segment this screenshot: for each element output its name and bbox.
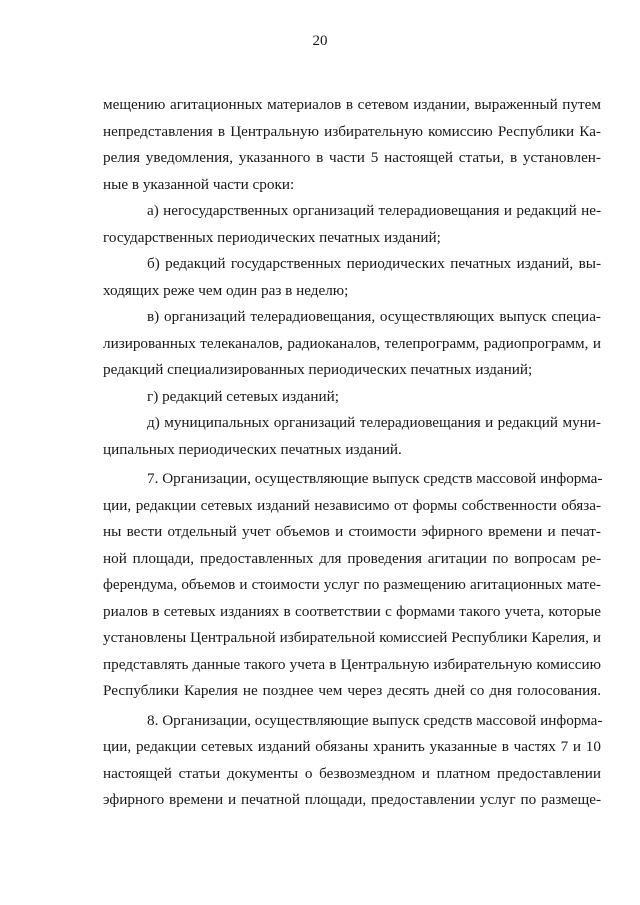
text-line: б) редакций государственных периодических печатных изданий, вы-	[147, 255, 601, 272]
text-line: установлены Центральной избирательной комиссией Республики Карелия, и	[103, 629, 601, 646]
page-number: 20	[312, 33, 328, 49]
text-line: ные в указанной части сроки:	[103, 175, 295, 193]
text-line: государственных периодических печатных изданий;	[103, 228, 441, 246]
text-line: д) муниципальных организаций телерадиовещания и редакций муни-	[147, 414, 601, 431]
text-line: Республики Карелия не позднее чем через десять дней со дня голосования.	[103, 682, 601, 699]
text-line: ципальных периодических печатных изданий.	[103, 440, 402, 458]
text-line: непредставления в Центральную избирательную комиссию Республики Ка-	[103, 122, 601, 140]
text-line: настоящей статьи документы о безвозмездном и платном предоставлении	[103, 764, 601, 782]
text-line: ции, редакции сетевых изданий обязаны хранить указанные в частях 7 и 10	[103, 738, 601, 755]
text-line: эфирного времени и печатной площади, предоставлении услуг по размеще-	[103, 791, 601, 808]
text-line: 8. Организации, осуществляющие выпуск средств массовой информа-	[147, 711, 603, 729]
text-line: лизированных телеканалов, радиоканалов, телепрограмм, радиопрограмм, и	[103, 334, 601, 352]
text-line: а) негосударственных организаций телерадиовещания и редакций не-	[147, 202, 601, 219]
text-line: риалов в сетевых изданиях в соответствии с формами такого учета, которые	[103, 602, 601, 620]
text-line: ферендума, объемов и стоимости услуг по размещению агитационных мате-	[103, 576, 601, 593]
text-line: г) редакций сетевых изданий;	[147, 387, 339, 405]
text-line: 7. Организации, осуществляющие выпуск средств массовой информа-	[147, 470, 603, 487]
text-line: представлять данные такого учета в Центральную избирательную комиссию	[103, 655, 601, 673]
text-line: ции, редакции сетевых изданий независимо от формы собственности обяза-	[103, 496, 601, 514]
text-line: релия уведомления, указанного в части 5 настоящей статьи, в установлен-	[103, 149, 601, 166]
text-line: редакций специализированных периодических печатных изданий;	[103, 361, 533, 378]
text-line: ной площади, предоставленных для проведения агитации по вопросам ре-	[103, 549, 601, 567]
text-line: мещению агитационных материалов в сетевом издании, выраженный путем	[103, 96, 601, 113]
text-line: ходящих реже чем один раз в неделю;	[103, 281, 349, 299]
text-line: ны вести отдельный учет объемов и стоимости эфирного времени и печат-	[103, 523, 601, 540]
body-text	[103, 92, 601, 814]
text-line: в) организаций телерадиовещания, осуществляющих выпуск специа-	[147, 308, 601, 325]
